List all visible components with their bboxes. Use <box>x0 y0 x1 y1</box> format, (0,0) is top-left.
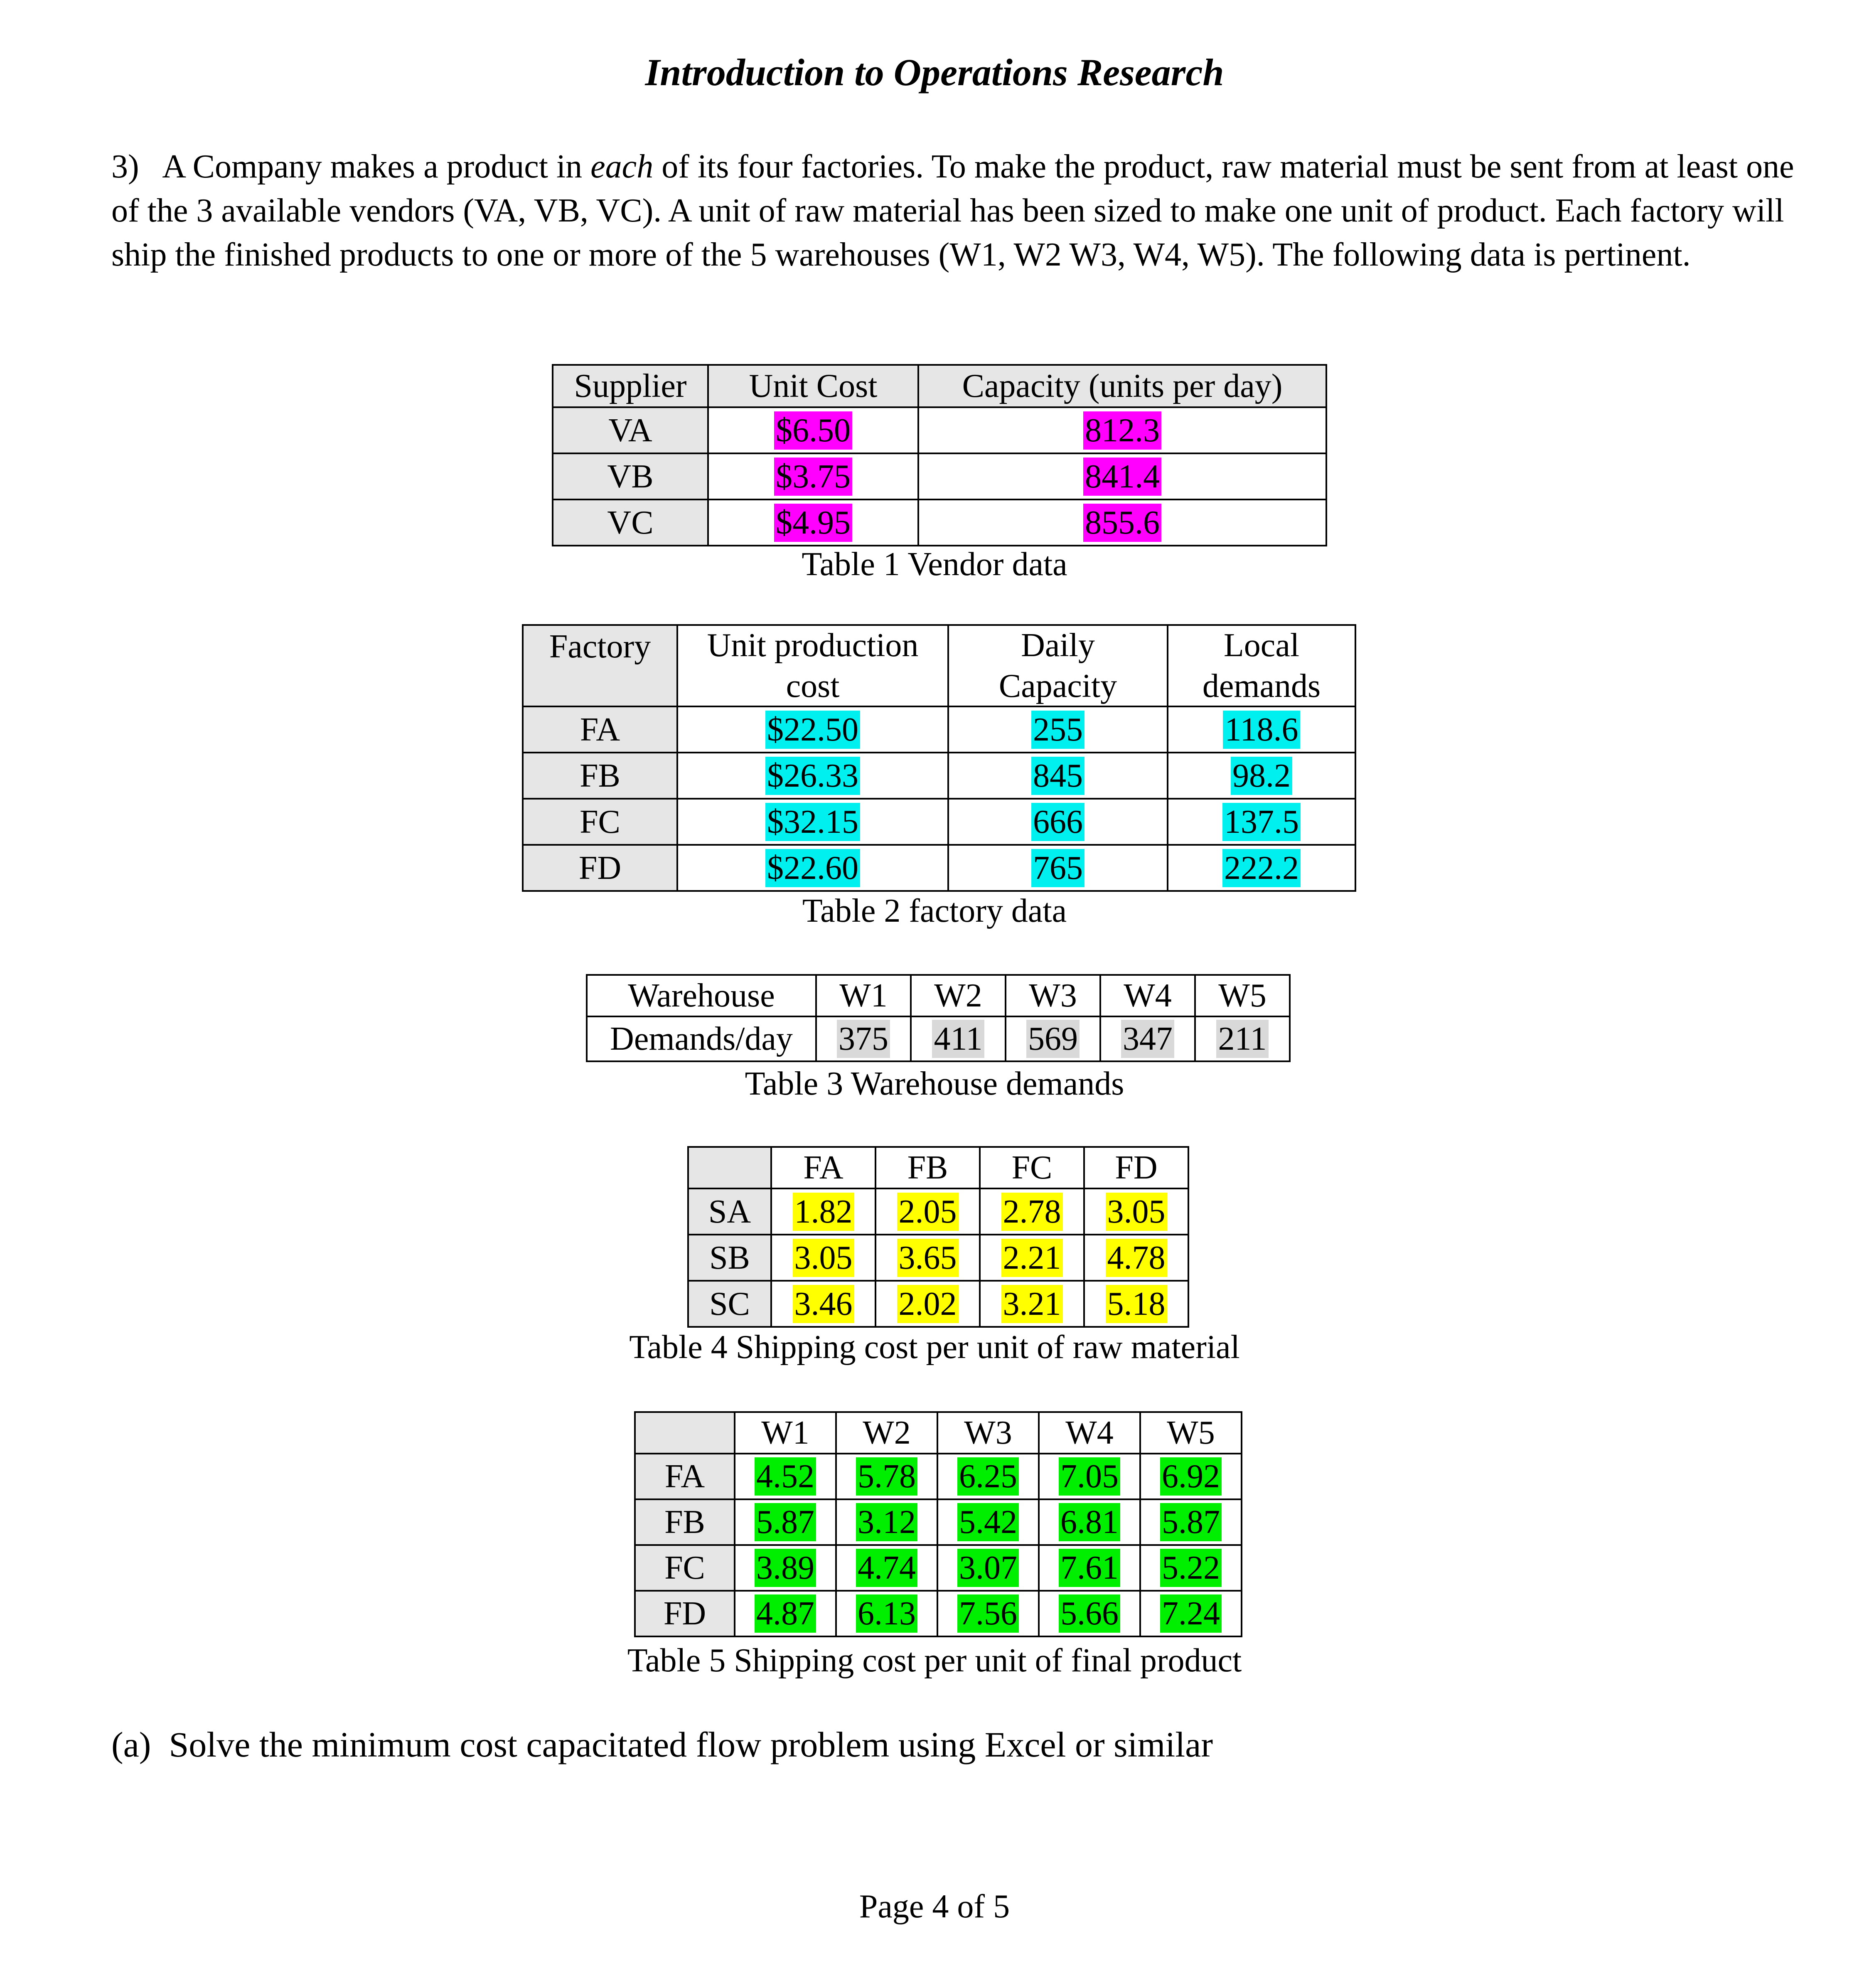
table-cell: 666 <box>1031 803 1085 841</box>
table-row <box>523 799 1355 845</box>
factory-table <box>522 624 1356 892</box>
table-row <box>688 1188 1188 1235</box>
table-cell: 1.82 <box>793 1193 854 1231</box>
row-label: SC <box>688 1281 771 1327</box>
table-cell: 4.87 <box>755 1594 816 1633</box>
row-label: FB <box>523 753 677 799</box>
table-cell: 411 <box>932 1020 984 1058</box>
table-cell: 3.89 <box>755 1549 816 1587</box>
table-caption: Table 1 Vendor data <box>802 546 1067 583</box>
table-cell: 5.87 <box>755 1503 816 1541</box>
table-cell: 3.46 <box>793 1285 854 1323</box>
table-cell: 347 <box>1121 1020 1174 1058</box>
table-cell: 5.87 <box>1160 1503 1222 1541</box>
row-label: Warehouse <box>587 975 816 1016</box>
table-header <box>688 1147 771 1188</box>
table-row <box>688 1235 1188 1281</box>
table-cell: 4.52 <box>755 1457 816 1496</box>
table-cell: 7.56 <box>957 1594 1019 1633</box>
problem-text-2: of its four factories. To make the product, raw material must be sent from at least one of the 3 available vendors (VA, VB, VC). A unit of raw material has been sized to make one unit of product. Each factory will ship the finished products to one or more of the 5 warehouses (W1, W2 W3, W4, W5). The following data is pertinent. <box>111 148 1794 273</box>
table-cell: 6.92 <box>1160 1457 1222 1496</box>
table-cell: 375 <box>837 1020 890 1058</box>
table-row <box>635 1499 1242 1545</box>
table-row <box>523 845 1355 891</box>
table-cell: 2.21 <box>1001 1239 1063 1277</box>
table-header: FA <box>771 1147 875 1188</box>
row-label: VA <box>553 407 708 453</box>
table-cell: 3.21 <box>1001 1285 1063 1323</box>
table-header: W1 <box>816 975 911 1016</box>
table-header: W4 <box>1100 975 1195 1016</box>
table-cell: $6.50 <box>774 411 852 450</box>
table-header: Unit production cost <box>677 625 948 706</box>
row-label: FB <box>635 1499 735 1545</box>
table-cell: $32.15 <box>765 803 860 841</box>
table-cell: 7.05 <box>1059 1457 1120 1496</box>
row-label: FD <box>635 1591 735 1636</box>
table-cell: 4.78 <box>1106 1239 1167 1277</box>
row-label: FC <box>635 1545 735 1591</box>
table-cell: $26.33 <box>765 757 860 795</box>
table-cell: 3.05 <box>793 1239 854 1277</box>
table-row <box>635 1545 1242 1591</box>
question-a <box>111 1727 1213 1762</box>
problem-number: 3) <box>111 148 139 185</box>
table-cell: 7.61 <box>1059 1549 1120 1587</box>
table-row <box>688 1281 1188 1327</box>
table-header: W5 <box>1195 975 1290 1016</box>
problem-emphasis: each <box>590 148 654 185</box>
table-cell: 222.2 <box>1222 849 1301 887</box>
table-cell: 211 <box>1216 1020 1268 1058</box>
table-cell: 5.78 <box>856 1457 917 1496</box>
row-label: VB <box>553 453 708 499</box>
page-footer: Page 4 of 5 <box>859 1888 1010 1925</box>
table-cell: 7.24 <box>1160 1594 1222 1633</box>
table-row <box>587 975 1290 1016</box>
table-cell: 5.42 <box>957 1503 1019 1541</box>
table-header: Unit Cost <box>708 365 918 407</box>
warehouse-table <box>586 974 1291 1062</box>
table-header: FC <box>980 1147 1084 1188</box>
table-cell: 98.2 <box>1231 757 1292 795</box>
row-label: FD <box>523 845 677 891</box>
question-label: (a) <box>111 1725 151 1764</box>
table-cell: 5.66 <box>1059 1594 1120 1633</box>
table-row <box>553 407 1326 453</box>
table-header: W3 <box>937 1412 1039 1454</box>
table-header: Daily Capacity <box>948 625 1168 706</box>
table-header: W3 <box>1006 975 1100 1016</box>
table-row <box>587 1016 1290 1061</box>
table-caption: Table 4 Shipping cost per unit of raw material <box>629 1329 1240 1366</box>
table-cell: 6.81 <box>1059 1503 1120 1541</box>
row-label: FC <box>523 799 677 845</box>
table-header: W1 <box>735 1412 836 1454</box>
table-cell: 3.65 <box>897 1239 959 1277</box>
product-shipping-table <box>634 1411 1242 1637</box>
table-cell: 2.78 <box>1001 1193 1063 1231</box>
vendor-table <box>552 364 1327 546</box>
table-cell: 845 <box>1031 757 1085 795</box>
table-header <box>635 1412 735 1454</box>
row-label: VC <box>553 499 708 546</box>
table-row <box>635 1454 1242 1499</box>
table-cell: 569 <box>1026 1020 1080 1058</box>
table-header: W2 <box>911 975 1006 1016</box>
table-cell: $4.95 <box>774 504 852 542</box>
table-cell: 3.07 <box>957 1549 1019 1587</box>
table-cell: 3.05 <box>1106 1193 1167 1231</box>
table-row <box>553 365 1326 407</box>
table-cell: 137.5 <box>1222 803 1301 841</box>
row-label: FA <box>635 1454 735 1499</box>
table-caption: Table 2 factory data <box>802 893 1067 929</box>
table-row <box>523 753 1355 799</box>
table-row <box>635 1412 1242 1454</box>
page-title: Introduction to Operations Research <box>645 51 1224 93</box>
table-cell: 812.3 <box>1083 411 1161 450</box>
table-cell: 6.13 <box>856 1594 917 1633</box>
table-cell: 855.6 <box>1083 504 1161 542</box>
table-header: FB <box>875 1147 980 1188</box>
table-header: Supplier <box>553 365 708 407</box>
table-cell: 2.02 <box>897 1285 959 1323</box>
table-header: W5 <box>1140 1412 1242 1454</box>
row-label: SA <box>688 1188 771 1235</box>
table-row <box>635 1591 1242 1636</box>
problem-statement <box>111 145 1823 277</box>
table-header: W4 <box>1039 1412 1140 1454</box>
row-label: FA <box>523 706 677 753</box>
table-cell: $3.75 <box>774 458 852 496</box>
table-cell: 6.25 <box>957 1457 1019 1496</box>
table-cell: 3.12 <box>856 1503 917 1541</box>
table-header: Local demands <box>1168 625 1355 706</box>
table-cell: 841.4 <box>1083 458 1161 496</box>
table-cell: 5.18 <box>1106 1285 1167 1323</box>
table-header: Factory <box>523 625 677 706</box>
table-header: FD <box>1084 1147 1188 1188</box>
table-cell: 118.6 <box>1223 711 1300 749</box>
table-cell: $22.50 <box>765 711 860 749</box>
table-caption: Table 3 Warehouse demands <box>745 1065 1124 1102</box>
table-caption: Table 5 Shipping cost per unit of final product <box>627 1642 1242 1679</box>
table-cell: 5.22 <box>1160 1549 1222 1587</box>
table-cell: $22.60 <box>765 849 860 887</box>
question-text: Solve the minimum cost capacitated flow problem using Excel or similar <box>169 1725 1213 1764</box>
table-cell: 4.74 <box>856 1549 917 1587</box>
table-row <box>688 1147 1188 1188</box>
row-label: Demands/day <box>587 1016 816 1061</box>
table-row <box>523 706 1355 753</box>
problem-text-1: A Company makes a product in <box>162 148 583 185</box>
table-row <box>553 499 1326 546</box>
table-cell: 255 <box>1031 711 1085 749</box>
table-header: Capacity (units per day) <box>918 365 1326 407</box>
table-cell: 765 <box>1031 849 1085 887</box>
table-header: W2 <box>836 1412 937 1454</box>
table-row <box>523 625 1355 706</box>
row-label: SB <box>688 1235 771 1281</box>
raw-material-shipping-table <box>687 1146 1189 1328</box>
table-row <box>553 453 1326 499</box>
table-cell: 2.05 <box>897 1193 959 1231</box>
